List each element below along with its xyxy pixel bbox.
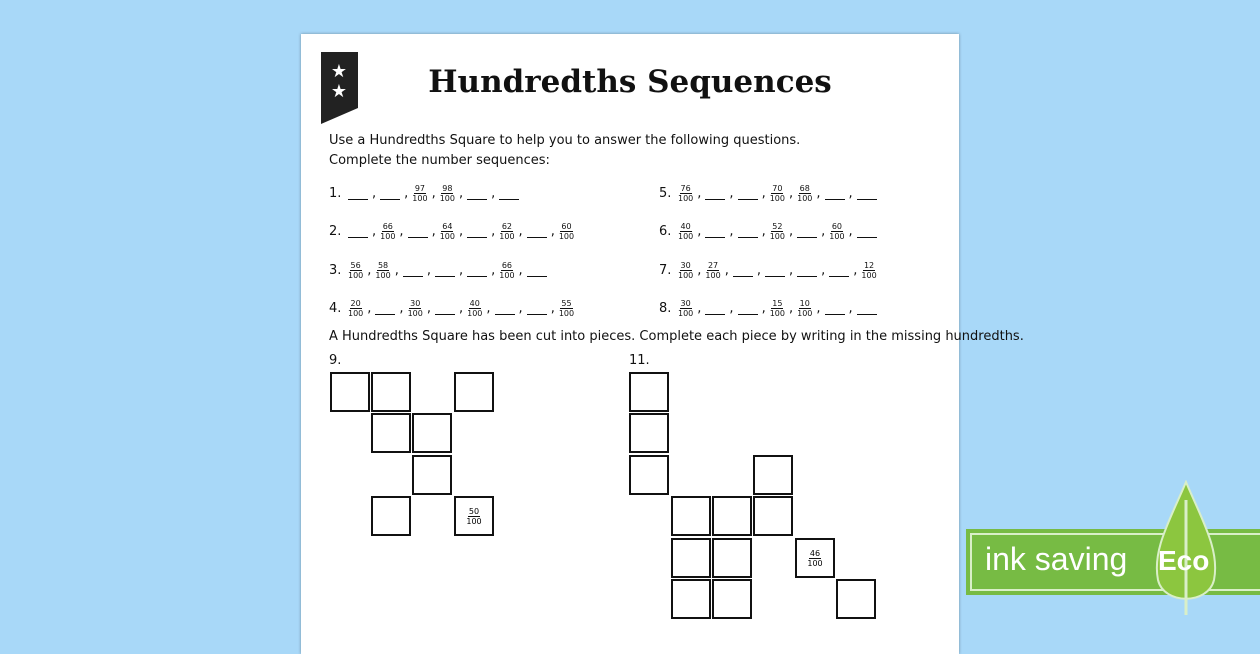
denominator: 100 [466, 516, 482, 526]
separator: , [724, 262, 729, 278]
denominator: 100 [769, 231, 785, 241]
answer-blank[interactable] [705, 187, 725, 200]
sequence-question [329, 296, 575, 320]
denominator: 100 [558, 231, 575, 241]
answer-blank[interactable] [857, 225, 877, 238]
denominator: 100 [412, 193, 428, 203]
numerator: 12 [863, 260, 875, 270]
numerator: 98 [442, 183, 453, 193]
instruction-line-1: Use a Hundredths Square to help you to answer the following questions. [329, 133, 801, 148]
separator: , [399, 300, 404, 316]
numerator: 55 [561, 298, 572, 308]
denominator: 100 [558, 308, 575, 318]
answer-blank[interactable] [348, 187, 368, 200]
answer-blank[interactable] [705, 225, 725, 238]
numerator: 66 [501, 260, 512, 270]
fraction [797, 299, 812, 318]
numerator: 40 [680, 221, 691, 231]
fraction [678, 222, 693, 241]
instruction-line-3: A Hundredths Square has been cut into pieces. Complete each piece by writing in the missing hundredths. [329, 329, 1024, 344]
separator: , [399, 223, 404, 239]
star-icon: ★ [330, 81, 348, 102]
denominator: 100 [467, 308, 483, 318]
answer-blank[interactable] [467, 187, 487, 200]
separator: , [431, 223, 436, 239]
separator: , [458, 185, 464, 201]
fraction [380, 222, 395, 241]
answer-blank[interactable] [738, 302, 758, 315]
answer-blank[interactable] [499, 187, 519, 200]
separator: , [853, 262, 858, 278]
separator: , [788, 262, 794, 278]
fraction [770, 222, 785, 241]
separator: , [821, 262, 826, 278]
separator: , [518, 223, 523, 239]
numerator: 27 [707, 260, 719, 270]
square-cell[interactable] [753, 455, 793, 495]
numerator: 64 [442, 221, 453, 231]
denominator: 100 [499, 231, 515, 241]
denominator: 100 [829, 231, 845, 241]
denominator: 100 [769, 193, 785, 203]
separator: , [367, 300, 372, 316]
denominator: 100 [797, 308, 813, 318]
denominator: 100 [439, 231, 455, 241]
separator: , [848, 300, 853, 316]
separator: , [550, 223, 555, 239]
square-cell[interactable] [371, 372, 411, 412]
sequence-question [659, 258, 878, 282]
denominator: 100 [705, 270, 721, 280]
answer-blank[interactable] [825, 302, 845, 315]
fraction [705, 261, 720, 280]
numerator: 60 [561, 221, 572, 231]
square-cell[interactable] [371, 413, 411, 453]
question-number: 1. [329, 185, 342, 201]
separator: , [756, 262, 761, 278]
fraction [861, 261, 876, 280]
answer-blank[interactable] [403, 264, 423, 277]
answer-blank[interactable] [829, 264, 849, 277]
denominator: 100 [380, 231, 396, 241]
fraction [797, 184, 812, 203]
sequence-question [329, 258, 548, 282]
answer-blank[interactable] [733, 264, 753, 277]
separator: , [761, 185, 766, 201]
answer-blank[interactable] [348, 225, 368, 238]
fraction [348, 261, 363, 280]
answer-blank[interactable] [527, 225, 547, 238]
square-cell[interactable] [671, 579, 711, 619]
separator: , [697, 223, 702, 239]
separator: , [372, 223, 377, 239]
denominator: 100 [407, 308, 423, 318]
answer-blank[interactable] [467, 264, 487, 277]
sequence-question [659, 181, 878, 205]
numerator: 62 [501, 221, 512, 231]
answer-blank[interactable] [857, 302, 877, 315]
separator: , [729, 185, 734, 201]
fraction [375, 261, 390, 280]
answer-blank[interactable] [857, 187, 877, 200]
square-cell[interactable] [412, 413, 452, 453]
square-cell [795, 538, 835, 578]
square-cell[interactable] [712, 579, 752, 619]
separator: , [550, 300, 555, 316]
numerator: 97 [414, 183, 426, 193]
separator: , [372, 185, 377, 201]
separator: , [518, 300, 523, 316]
denominator: 100 [807, 558, 823, 568]
separator: , [458, 262, 464, 278]
answer-blank[interactable] [467, 225, 487, 238]
square-cell[interactable] [629, 455, 669, 495]
sequence-question [659, 296, 878, 320]
separator: , [697, 185, 702, 201]
eco-label: ink saving [985, 541, 1128, 577]
fraction [829, 222, 844, 241]
fraction [499, 261, 514, 280]
separator: , [761, 223, 766, 239]
worksheet-page [301, 34, 959, 654]
numerator: 30 [410, 298, 421, 308]
answer-blank[interactable] [375, 302, 395, 315]
separator: , [367, 262, 372, 278]
fraction [348, 299, 363, 318]
numerator: 15 [772, 298, 783, 308]
answer-blank[interactable] [797, 264, 817, 277]
denominator: 100 [439, 193, 455, 203]
answer-blank[interactable] [380, 187, 400, 200]
separator: , [816, 185, 821, 201]
square-cell[interactable] [753, 496, 793, 536]
question-number: 2. [329, 223, 342, 239]
fraction [770, 299, 785, 318]
separator: , [788, 223, 794, 239]
answer-blank[interactable] [527, 264, 547, 277]
fraction [440, 222, 455, 241]
fraction [408, 299, 423, 318]
numerator: 60 [831, 221, 842, 231]
fraction [807, 549, 822, 568]
separator: , [816, 300, 821, 316]
separator: , [518, 262, 523, 278]
page-title: Hundredths Sequences [428, 64, 832, 100]
denominator: 100 [375, 270, 391, 280]
separator: , [491, 185, 496, 201]
separator: , [697, 262, 702, 278]
question-number: 6. [659, 223, 672, 239]
square-cell[interactable] [712, 496, 752, 536]
question-number: 5. [659, 185, 672, 201]
denominator: 100 [348, 308, 364, 318]
fraction [559, 299, 574, 318]
separator: , [431, 185, 436, 201]
fraction [440, 184, 455, 203]
answer-blank[interactable] [408, 225, 428, 238]
answer-blank[interactable] [738, 187, 758, 200]
fraction [678, 184, 693, 203]
separator: , [404, 185, 409, 201]
square-cell[interactable] [412, 455, 452, 495]
numerator: 58 [377, 260, 389, 270]
answer-blank[interactable] [765, 264, 785, 277]
separator: , [458, 223, 464, 239]
question-number: 3. [329, 262, 342, 278]
fraction [678, 299, 693, 318]
answer-blank[interactable] [527, 302, 547, 315]
numerator: 50 [468, 506, 480, 516]
separator: , [491, 223, 496, 239]
fraction [678, 261, 693, 280]
numerator: 76 [680, 183, 691, 193]
sequence-question [659, 219, 878, 243]
square-cell[interactable] [671, 538, 711, 578]
separator: , [491, 262, 496, 278]
square-cell [454, 496, 494, 536]
numerator: 20 [350, 298, 361, 308]
separator: , [848, 185, 853, 201]
separator: , [821, 223, 826, 239]
sequence-question [329, 181, 520, 205]
piece-number-9: 9. [329, 353, 342, 368]
numerator: 40 [469, 298, 480, 308]
square-cell[interactable] [330, 372, 370, 412]
question-number: 4. [329, 300, 342, 316]
separator: , [848, 223, 853, 239]
fraction [467, 299, 482, 318]
numerator: 46 [809, 548, 821, 558]
separator: , [697, 300, 702, 316]
separator: , [788, 185, 794, 201]
square-cell[interactable] [671, 496, 711, 536]
square-cell[interactable] [454, 372, 494, 412]
answer-blank[interactable] [797, 225, 817, 238]
separator: , [458, 300, 464, 316]
numerator: 68 [799, 183, 810, 193]
square-cell[interactable] [629, 372, 669, 412]
numerator: 30 [680, 260, 691, 270]
denominator: 100 [499, 270, 515, 280]
numerator: 52 [772, 221, 783, 231]
square-cell[interactable] [836, 579, 876, 619]
denominator: 100 [769, 308, 785, 318]
answer-blank[interactable] [435, 302, 455, 315]
answer-blank[interactable] [705, 302, 725, 315]
separator: , [729, 223, 734, 239]
fraction [412, 184, 427, 203]
denominator: 100 [678, 193, 694, 203]
denominator: 100 [797, 193, 813, 203]
fraction [559, 222, 574, 241]
denominator: 100 [678, 308, 694, 318]
separator: , [729, 300, 734, 316]
denominator: 100 [348, 270, 364, 280]
question-number: 8. [659, 300, 672, 316]
question-number: 7. [659, 262, 672, 278]
answer-blank[interactable] [435, 264, 455, 277]
separator: , [426, 262, 431, 278]
numerator: 56 [350, 260, 361, 270]
denominator: 100 [678, 270, 694, 280]
square-cell[interactable] [629, 413, 669, 453]
star-icon: ★ [330, 61, 348, 82]
fraction [499, 222, 514, 241]
separator: , [426, 300, 431, 316]
separator: , [788, 300, 794, 316]
square-cell[interactable] [712, 538, 752, 578]
numerator: 70 [772, 183, 783, 193]
numerator: 66 [382, 221, 393, 231]
numerator: 30 [680, 298, 691, 308]
denominator: 100 [678, 231, 694, 241]
sequence-question [329, 219, 575, 243]
numerator: 10 [799, 298, 810, 308]
answer-blank[interactable] [495, 302, 515, 315]
eco-word: Eco [1158, 545, 1210, 576]
separator: , [486, 300, 491, 316]
answer-blank[interactable] [738, 225, 758, 238]
square-cell[interactable] [371, 496, 411, 536]
fraction [466, 507, 481, 526]
separator: , [394, 262, 399, 278]
instruction-line-2: Complete the number sequences: [329, 153, 550, 168]
separator: , [761, 300, 766, 316]
piece-number-11: 11. [629, 353, 650, 368]
denominator: 100 [861, 270, 877, 280]
answer-blank[interactable] [825, 187, 845, 200]
fraction [770, 184, 785, 203]
